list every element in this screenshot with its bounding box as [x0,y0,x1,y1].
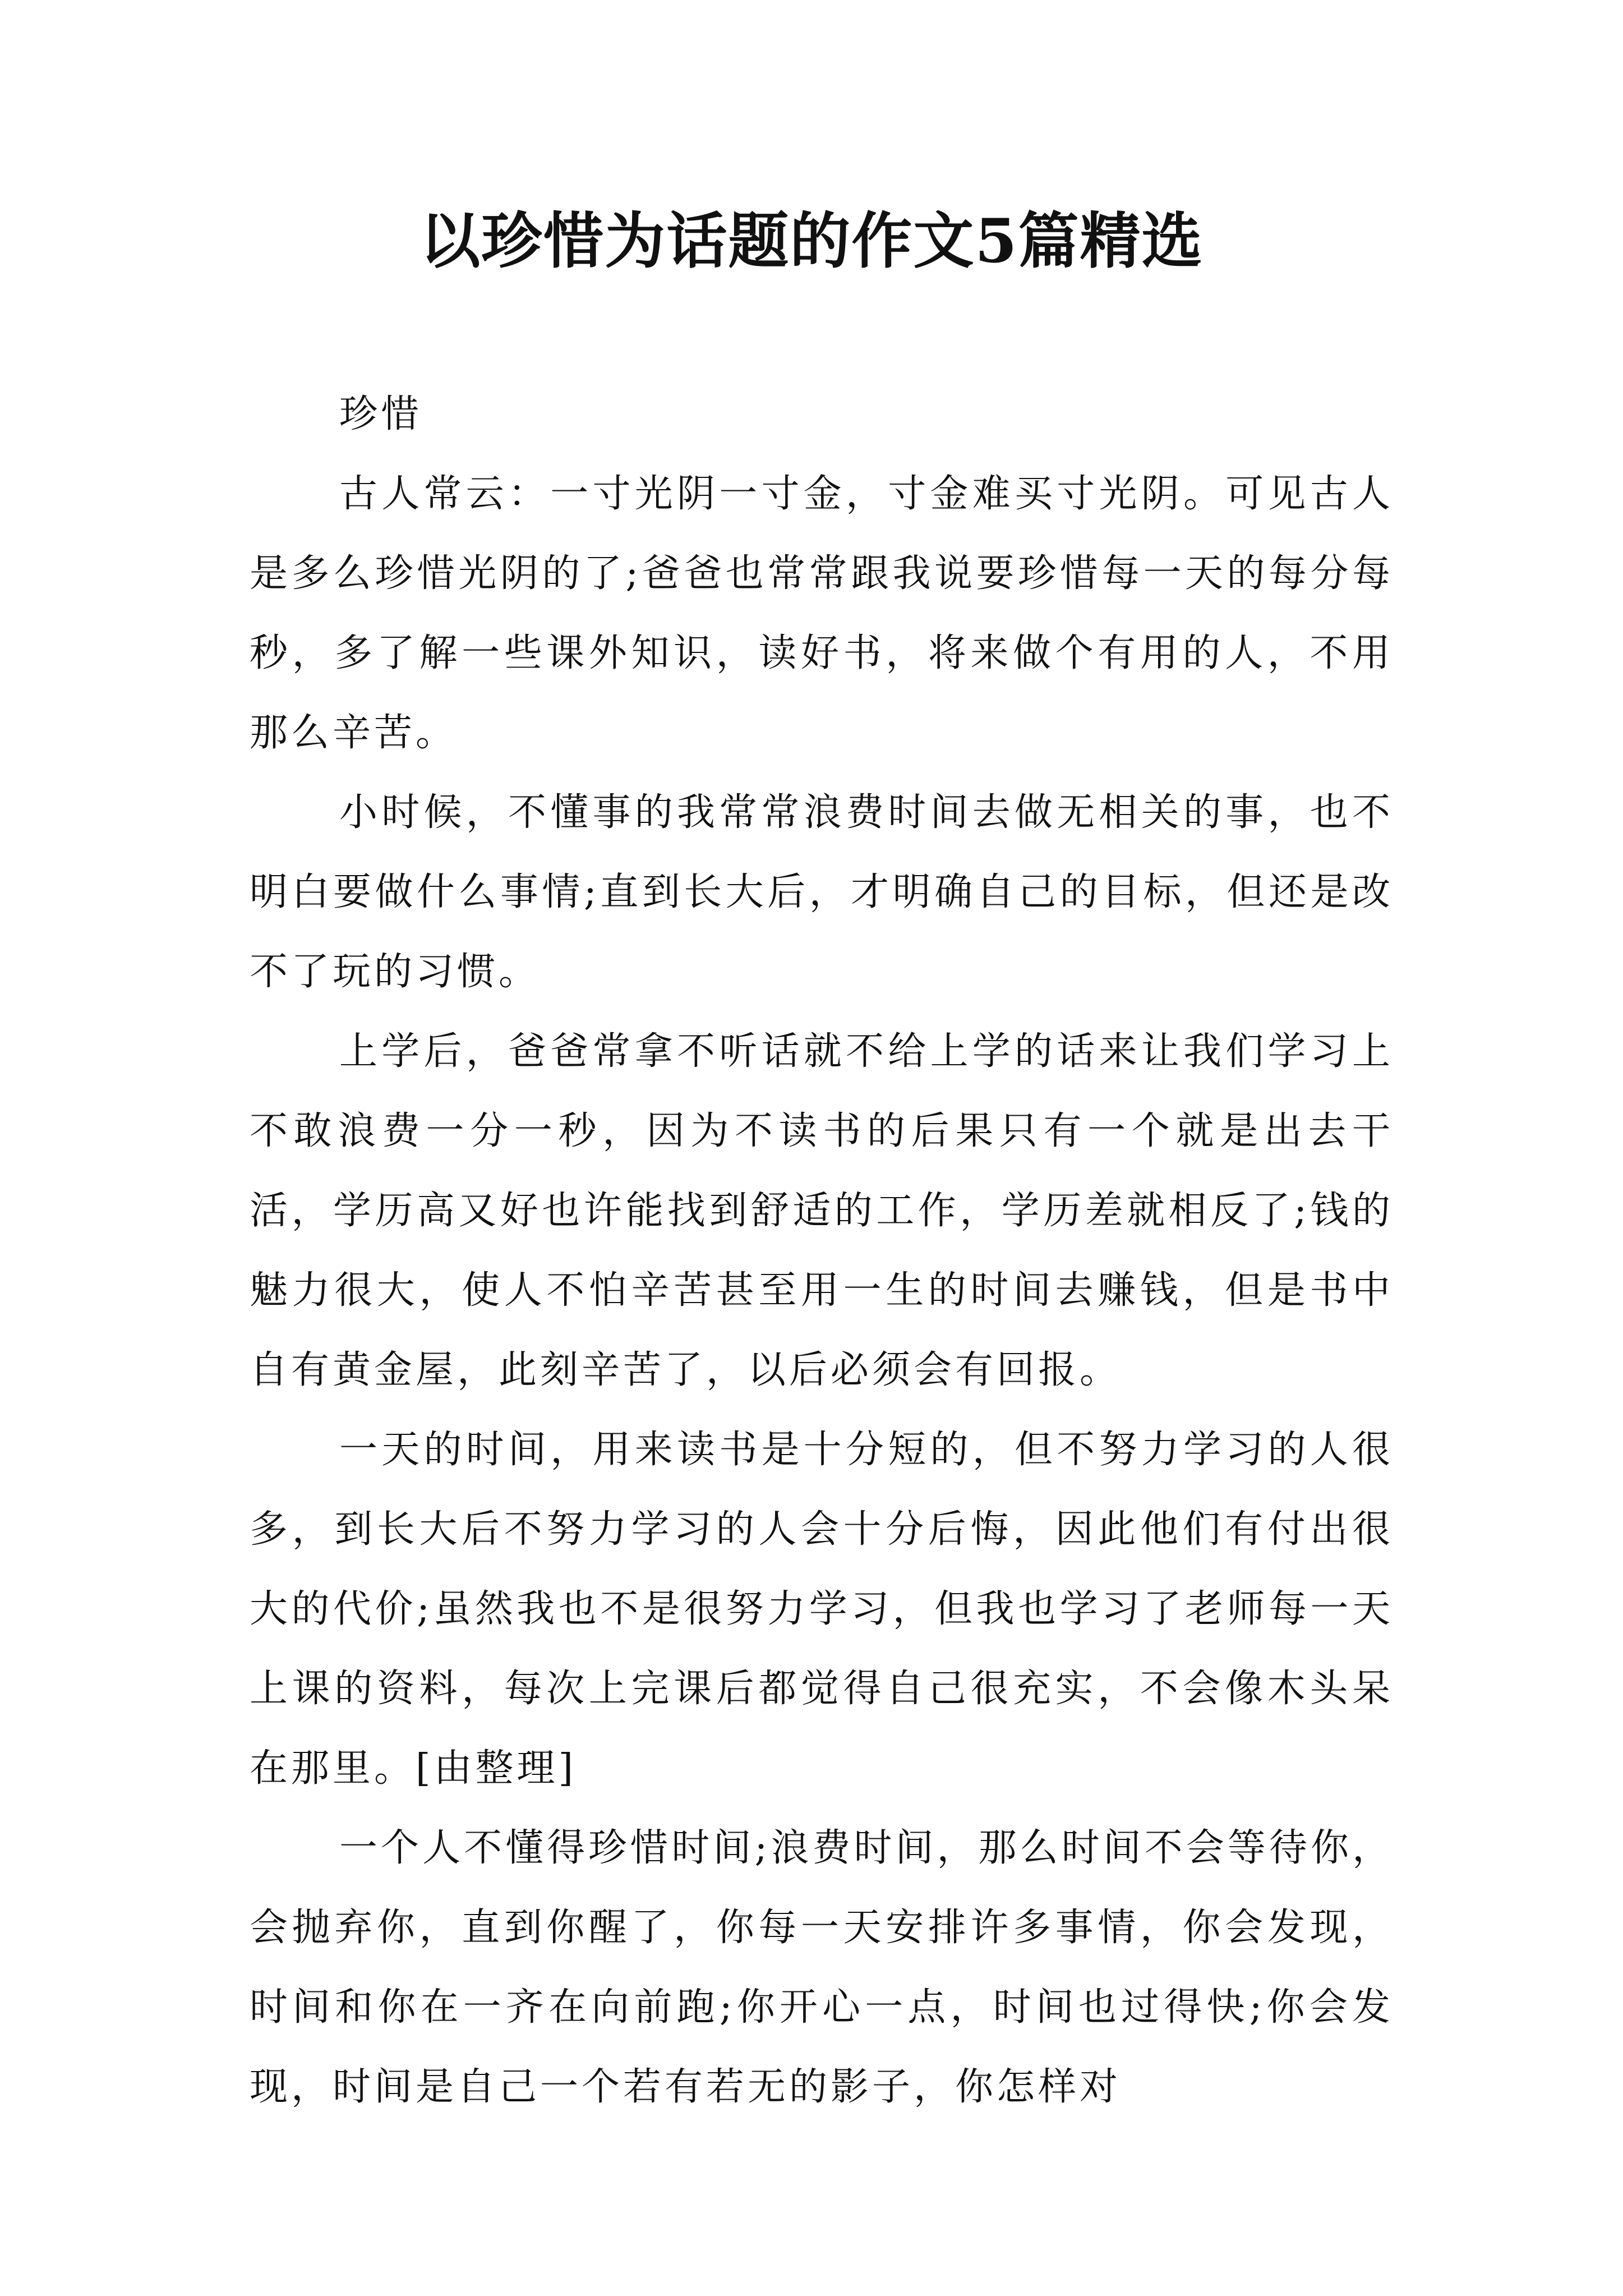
paragraph: 上学后，爸爸常拿不听话就不给上学的话来让我们学习上不敢浪费一分一秒，因为不读书的后果只有一个就是出去干活，学历高又好也许能找到舒适的工作，学历差就相反了;钱的魅力很大，使人不怕辛苦甚至用一生的时间去赚钱，但是书中自有黄金屋，此刻辛苦了，以后必须会有回报。 [250,1029,1394,1392]
paragraph: 古人常云：一寸光阴一寸金，寸金难买寸光阴。可见古人是多么珍惜光阴的了;爸爸也常常跟我说要珍惜每一天的每分每秒，多了解一些课外知识，读好书，将来做个有用的人，不用那么辛苦。 [250,472,1394,755]
document-body [250,375,1394,2127]
document-title: 以珍惜为话题的作文5篇精选 [419,206,1204,277]
paragraph: 小时候，不懂事的我常常浪费时间去做无相关的事，也不明白要做什么事情;直到长大后，才明确自己的目标，但还是改不了玩的习惯。 [250,790,1394,994]
paragraph-heading: 珍惜 [339,392,423,436]
paragraph: 一天的时间，用来读书是十分短的，但不努力学习的人很多，到长大后不努力学习的人会十分后悔，因此他们有付出很大的代价;虽然我也不是很努力学习，但我也学习了老师每一天上课的资料，每次上完课后都觉得自己很充实，不会像木头呆在那里。[由整理] [250,1428,1394,1791]
paragraph: 一个人不懂得珍惜时间;浪费时间，那么时间不会等待你，会抛弃你，直到你醒了，你每一天安排许多事情，你会发现，时间和你在一齐在向前跑;你开心一点，时间也过得快;你会发现，时间是自己一个若有若无的影子，你怎样对 [250,1826,1394,2109]
